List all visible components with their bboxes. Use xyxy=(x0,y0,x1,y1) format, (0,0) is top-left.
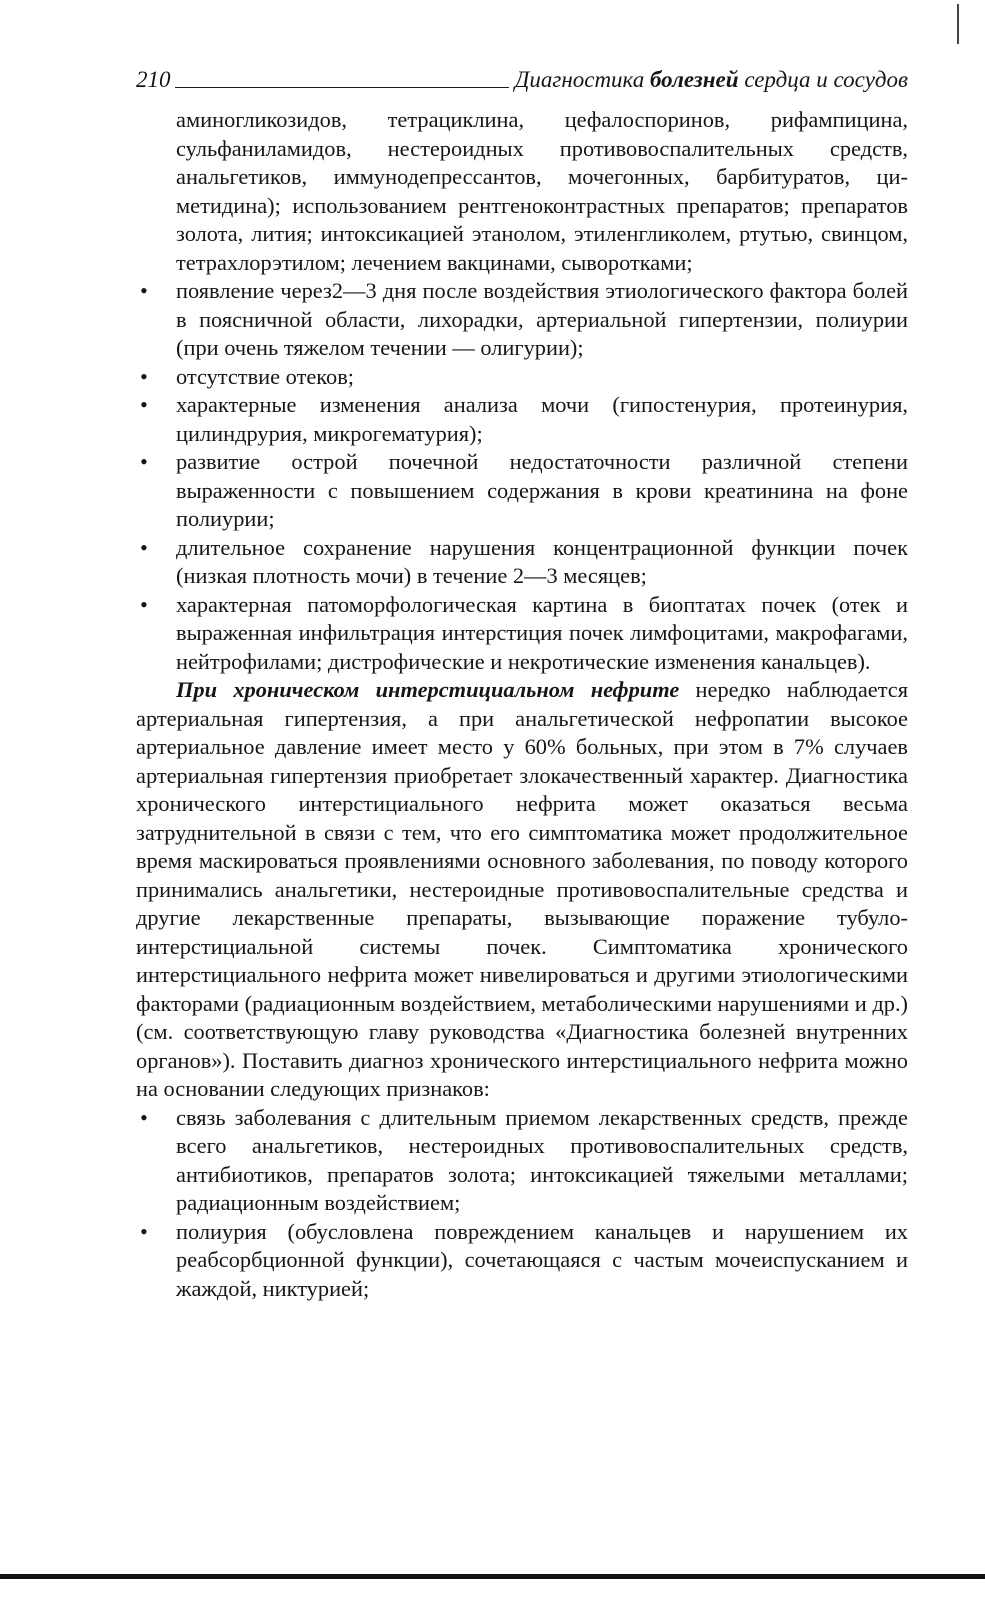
list-item-text: связь заболевания с длительным приемом лекарственных средств, прежде всего анальгетиков, нестероидных противовоспалительных средств, антибиотиков, препаратов золота; интоксикацией тяжелыми металлами; радиационным воздействием; xyxy=(176,1104,908,1215)
bullet-icon: • xyxy=(140,1218,148,1244)
list-item xyxy=(136,391,908,448)
list-item-text: характерная патоморфологическая картина в биоптатах почек (отек и выраженная инфильтрация интерстиция почек лимфоцитами, макрофагами, нейтрофилами; дистрофические и некротические изменения канальцев). xyxy=(176,591,908,674)
chronic-criteria-list xyxy=(136,1104,908,1304)
list-item xyxy=(136,534,908,591)
scan-edge-mark xyxy=(957,4,959,44)
running-title-suffix: сердца и сосудов xyxy=(738,67,908,92)
bullet-icon: • xyxy=(140,278,148,303)
running-title-bold: болезней xyxy=(650,67,739,92)
list-item-text: характерные изменения анализа мочи (гипостенурия, протеинурия, цилиндрурия, микрогематурия); xyxy=(176,392,908,446)
page-body xyxy=(136,106,908,1303)
list-item xyxy=(136,1218,908,1304)
bullet-icon: • xyxy=(140,1104,148,1130)
list-item-text: отсутствие отеков; xyxy=(176,363,355,389)
list-item xyxy=(136,591,908,677)
list-item-text: полиурия (обусловлена повреждением канальцев и нарушением их реабсорбционной функции), сочетающаяся с частым мочеиспусканием и жаждой, никтурией; xyxy=(176,1218,908,1301)
list-item xyxy=(136,1104,908,1218)
page-header xyxy=(136,57,908,91)
bottom-rule xyxy=(0,1574,985,1579)
acute-criteria-list xyxy=(136,277,908,676)
page-number: 210 xyxy=(136,67,171,92)
bullet-icon: • xyxy=(140,591,148,617)
bullet-icon: • xyxy=(140,534,148,560)
paragraph-text: нередко наблюдается артериальная гипертензия, а при анальгетической нефропатии высокое артериальное давление имеет место у 60% больных, при этом в 7% случаев артериальная гипертензия приобретает злокачественный характер. Диагностика хронического интерстициального нефрита может оказаться весьма затруднительной в связи с тем, что его симптоматика может продолжительное время маскироваться проявлениями основного заболевания, по поводу которого принимались анальгетики, нестероидные противовоспалительные средства и другие лекарственные препараты, вызывающие поражение тубуло-интерстициальной системы почек. Симптоматика хронического интерстициального нефрита может нивелироваться и другими этиологическими факторами (радиационным воздействием, метаболическими нарушениями и др.) (см. соответствующую главу руководства «Диагностика болезней внутренних органов»). Поставить диагноз хронического интерстициального нефрита можно на основании следующих признаков: xyxy=(136,677,908,1101)
bullet-icon: • xyxy=(140,363,148,389)
list-item-text: длительное сохранение нарушения концентрационной функции почек (низкая плотность мочи) в течение 2—3 месяцев; xyxy=(176,534,908,588)
running-title xyxy=(515,68,908,91)
list-item xyxy=(136,448,908,534)
continuation-paragraph: аминогликозидов, тетрациклина, цефалоспоринов, рифампицина, сульфаниламидов, нестероидных противовоспалительных средств, анальгетиков, иммунодепрессантов, мочегонных, барбитуратов, циметидина); использованием рентгеноконтрастных препаратов; препаратов золота, лития; интоксикацией этанолом, этиленгликолем, ртутью, свинцом, тетрахлорэтилом; лечением вакцинами, сыворотками; xyxy=(176,107,908,275)
bullet-icon: • xyxy=(140,449,148,474)
list-item xyxy=(136,363,908,392)
list-item-text: развитие острой почечной недостаточности различной степени выраженности с повышением содержания в крови креатинина на фоне полиурии; xyxy=(176,449,908,531)
list-item xyxy=(136,277,908,363)
running-title-prefix: Диагностика xyxy=(514,67,650,92)
bullet-icon: • xyxy=(140,392,148,417)
header-rule xyxy=(175,87,509,88)
paragraph-emphasis: При хроническом интерстициальном нефрите xyxy=(176,677,680,702)
list-item-text: появление через2—3 дня после воздействия этиологического фактора болей в поясничной области, лихорадки, артериальной гипертензии, полиурии (при очень тяжелом течении — олигурии); xyxy=(176,278,908,360)
chronic-nephritis-paragraph xyxy=(136,676,908,1104)
